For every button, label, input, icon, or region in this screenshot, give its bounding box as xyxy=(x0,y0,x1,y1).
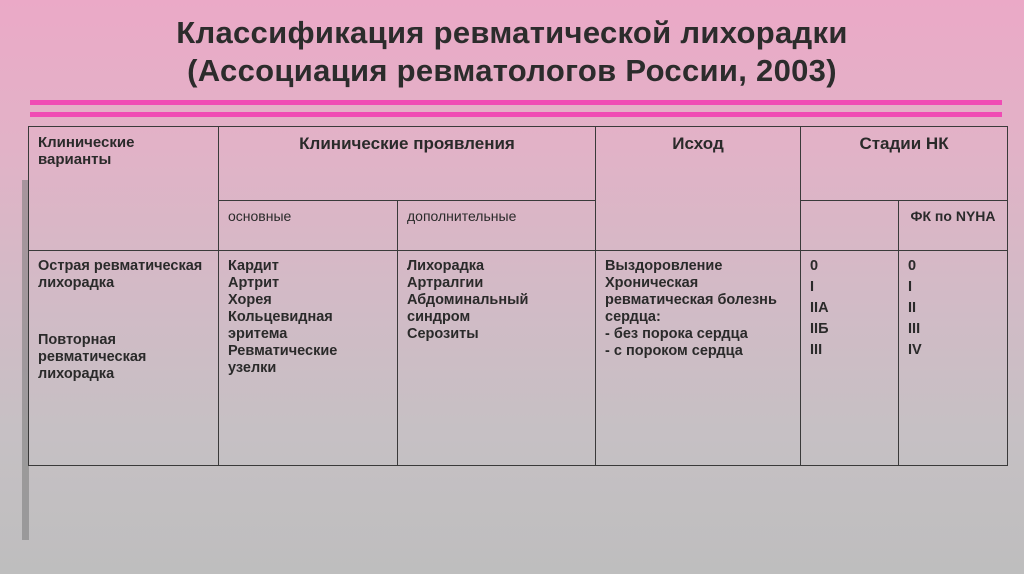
hf-stage-item: 0 xyxy=(810,258,819,274)
fc-item: 0 xyxy=(908,258,917,274)
header-main: основные xyxy=(219,201,398,251)
hf-stage-item: IIA xyxy=(810,300,829,316)
divider-stripe-bottom xyxy=(30,112,1002,117)
classification-table xyxy=(28,126,1007,466)
header-clinical-variants: Клинические варианты xyxy=(29,127,219,251)
hf-stages-cell xyxy=(801,251,899,466)
hf-stage-item: I xyxy=(810,279,815,295)
main-manifestation-item: Хорея xyxy=(228,292,272,308)
header-clinical-manifestations: Клинические проявления xyxy=(219,127,596,201)
header-additional: дополнительные xyxy=(398,201,596,251)
outcome-item: - без порока сердца xyxy=(605,326,748,342)
additional-manifestation-item: Абдоминальный синдром xyxy=(407,292,529,325)
fc-item: III xyxy=(908,321,921,337)
header-fc-nyha: ФК по NYHA xyxy=(899,201,1008,251)
additional-manifestation-item: Артралгии xyxy=(407,275,484,291)
main-manifestation-item: Артрит xyxy=(228,275,280,291)
variant-item: Острая ревматическая лихорадка xyxy=(38,258,203,291)
outcome-item: - с пороком сердца xyxy=(605,343,743,359)
main-manifestation-item: Ревматические узелки xyxy=(228,343,338,376)
fc-item: I xyxy=(908,279,913,295)
header-outcome: Исход xyxy=(596,127,801,251)
fc-item: II xyxy=(908,300,917,316)
outcomes-cell xyxy=(596,251,801,466)
divider-stripe-top xyxy=(30,100,1002,105)
hf-stage-item: III xyxy=(810,342,823,358)
hf-stage-item: IIБ xyxy=(810,321,829,337)
slide-title xyxy=(0,14,1024,90)
fc-cell xyxy=(899,251,1008,466)
additional-manifestations-cell xyxy=(398,251,596,466)
variants-cell xyxy=(29,251,219,466)
variant-item: Повторная ревматическая лихорадка xyxy=(38,332,147,382)
outcome-item: Выздоровление xyxy=(605,258,723,274)
additional-manifestation-item: Лихорадка xyxy=(407,258,485,274)
header-hf-stages: Стадии НК xyxy=(801,127,1008,201)
title-line-1: Классификация ревматической лихорадки xyxy=(176,15,848,50)
main-manifestations-cell xyxy=(219,251,398,466)
fc-item: IV xyxy=(908,342,922,358)
outcome-item: Хроническая ревматическая болезнь сердца: xyxy=(605,275,777,325)
title-line-2: (Ассоциация ревматологов России, 2003) xyxy=(187,53,837,88)
main-manifestation-item: Кардит xyxy=(228,258,279,274)
additional-manifestation-item: Серозиты xyxy=(407,326,479,342)
header-hf-empty xyxy=(801,201,899,251)
main-manifestation-item: Кольцевидная эритема xyxy=(228,309,333,342)
